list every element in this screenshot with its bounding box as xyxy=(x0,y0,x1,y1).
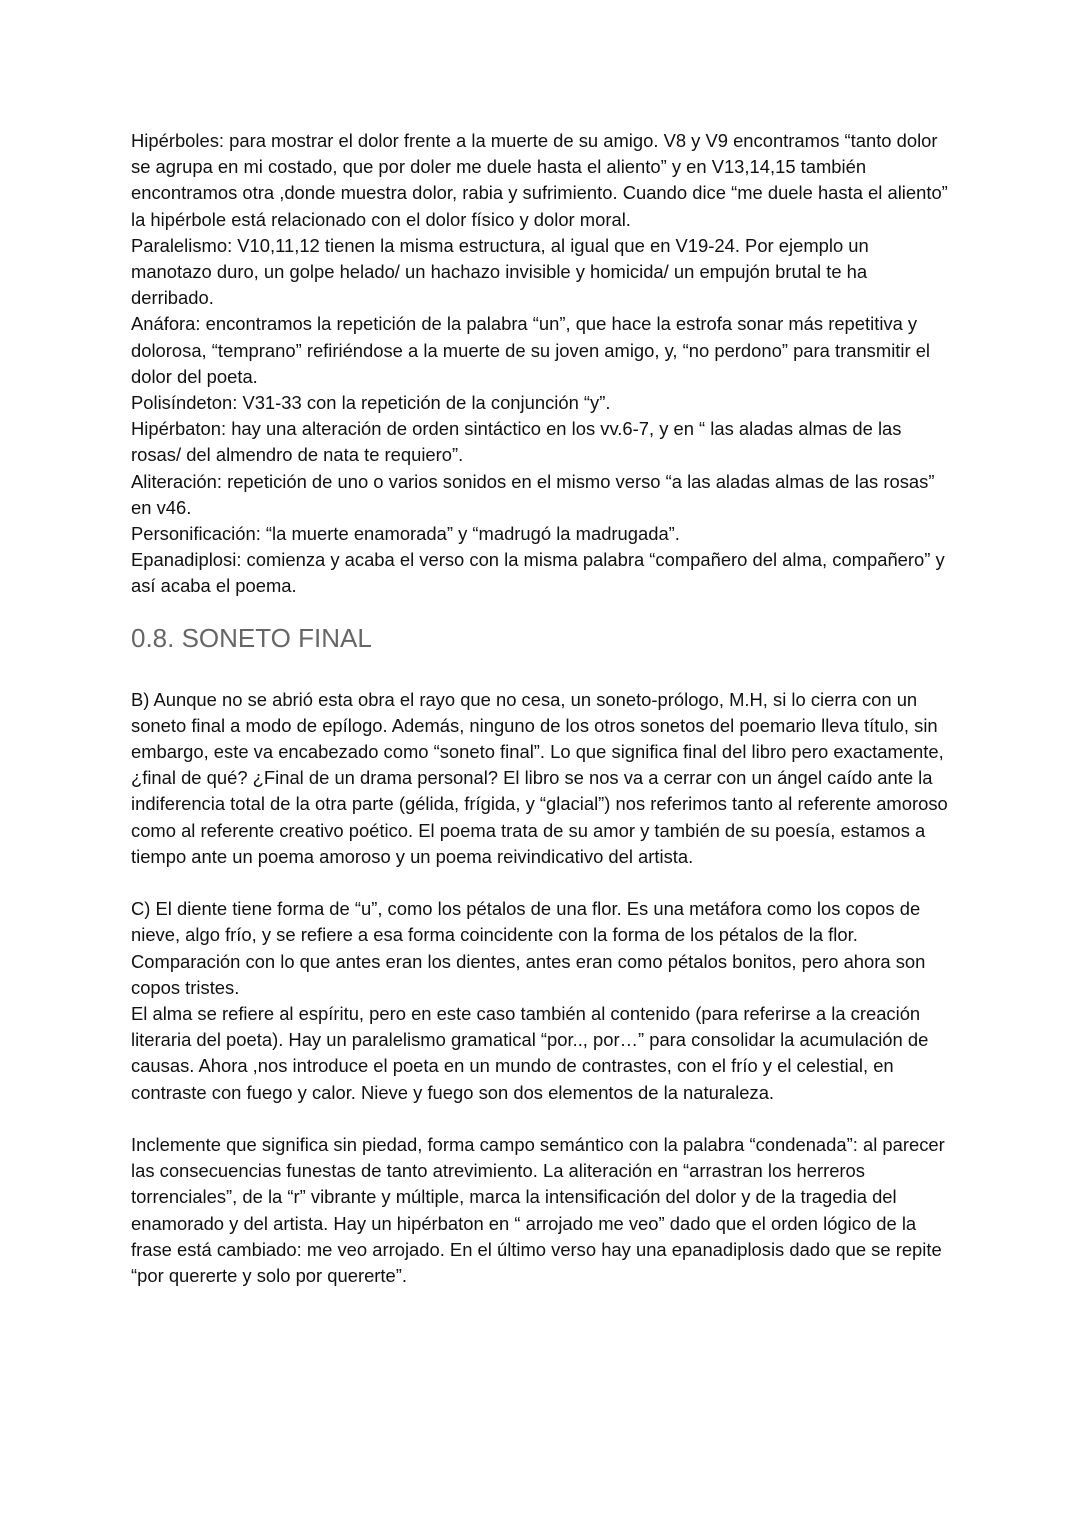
paragraph-paralelismo: Paralelismo: V10,11,12 tienen la misma estructura, al igual que en V19-24. Por ejemplo un manotazo duro, un golpe helado/ un hachazo invisible y homicida/ un empujón brutal te ha derribado. xyxy=(131,234,869,309)
paragraph-spacer xyxy=(131,870,951,896)
section-heading-wrap xyxy=(131,623,951,653)
paragraph-aliteracion: Aliteración: repetición de uno o varios sonidos en el mismo verso “a las aladas almas de las rosas” en v46. xyxy=(131,470,935,518)
paragraph-spacer xyxy=(131,1106,951,1132)
paragraph-section-c: C) El diente tiene forma de “u”, como los pétalos de una flor. Es una metáfora como los copos de nieve, algo frío, y se refiere a esa forma coincidente con la forma de los pétalos de la flor. Comparación con lo que antes eran los dientes, antes eran como pétalos bonitos, pero ahora son copos tristes. xyxy=(131,898,926,998)
paragraph-closing: Inclemente que significa sin piedad, forma campo semántico con la palabra “condenada”: al parecer las consecuencias funestas de tanto atrevimiento. La aliteración en “arrastran los herreros torrenciales”, de la “r” vibrante y múltiple, marca la intensificación del dolor y de la tragedia del enamorado y del artista. Hay un hipérbaton en “ arrojado me veo” dado que el orden lógico de la frase está cambiado: me veo arrojado. En el último verso hay una epanadiplosis dado que se repite “por quererte y solo por quererte”. xyxy=(131,1134,945,1287)
paragraph-anafora: Anáfora: encontramos la repetición de la palabra “un”, que hace la estrofa sonar más repetitiva y dolorosa, “temprano” refiriéndose a la muerte de su joven amigo, y, “no perdono” para transmitir el dolor del poeta. xyxy=(131,313,931,387)
paragraph-personificacion: Personificación: “la muerte enamorada” y “madrugó la madrugada”. xyxy=(131,523,680,545)
paragraph-hiperboles: Hipérboles: para mostrar el dolor frente a la muerte de su amigo. V8 y V9 encontramos “tanto dolor se agrupa en mi costado, que por doler me duele hasta el aliento” y en V13,14,15 también encontramos otra ,donde muestra dolor, rabia y sufrimiento. Cuando dice “me duele hasta el aliento” la hipérbole está relacionado con el dolor físico y dolor moral. xyxy=(131,130,948,230)
section-heading: 0.8. SONETO FINAL xyxy=(131,622,372,653)
document-page xyxy=(131,128,951,1289)
paragraph-hiperbaton: Hipérbaton: hay una alteración de orden sintáctico en los vv.6-7, y en “ las aladas almas de las rosas/ del almendro de nata te requiero”. xyxy=(131,418,902,466)
paragraph-section-b: B) Aunque no se abrió esta obra el rayo que no cesa, un soneto-prólogo, M.H, si lo cierra con un soneto final a modo de epílogo. Además, ninguno de los otros sonetos del poemario lleva título, sin embargo, este va encabezado como “soneto final”. Lo que significa final del libro pero exactamente, ¿final de qué? ¿Final de un drama personal? El libro se nos va a cerrar con un ángel caído ante la indiferencia total de la otra parte (gélida, frígida, y “glacial”) nos referimos tanto al referente amoroso como al referente creativo poético. El poema trata de su amor y también de su poesía, estamos a tiempo ante un poema amoroso y un poema reivindicativo del artista. xyxy=(131,688,948,867)
paragraph-epanadiplosi: Epanadiplosi: comienza y acaba el verso con la misma palabra “compañero del alma, compañero” y así acaba el poema. xyxy=(131,549,945,597)
paragraph-alma: El alma se refiere al espíritu, pero en este caso también al contenido (para referirse a la creación literaria del poeta). Hay un paralelismo gramatical “por.., por…” para consolidar la acumulación de causas. Ahora ,nos introduce el poeta en un mundo de contrastes, con el frío y el celestial, en contraste con fuego y calor. Nieve y fuego son dos elementos de la naturaleza. xyxy=(131,1003,929,1103)
paragraph-polisindeton: Polisíndeton: V31-33 con la repetición de la conjunción “y”. xyxy=(131,392,611,414)
